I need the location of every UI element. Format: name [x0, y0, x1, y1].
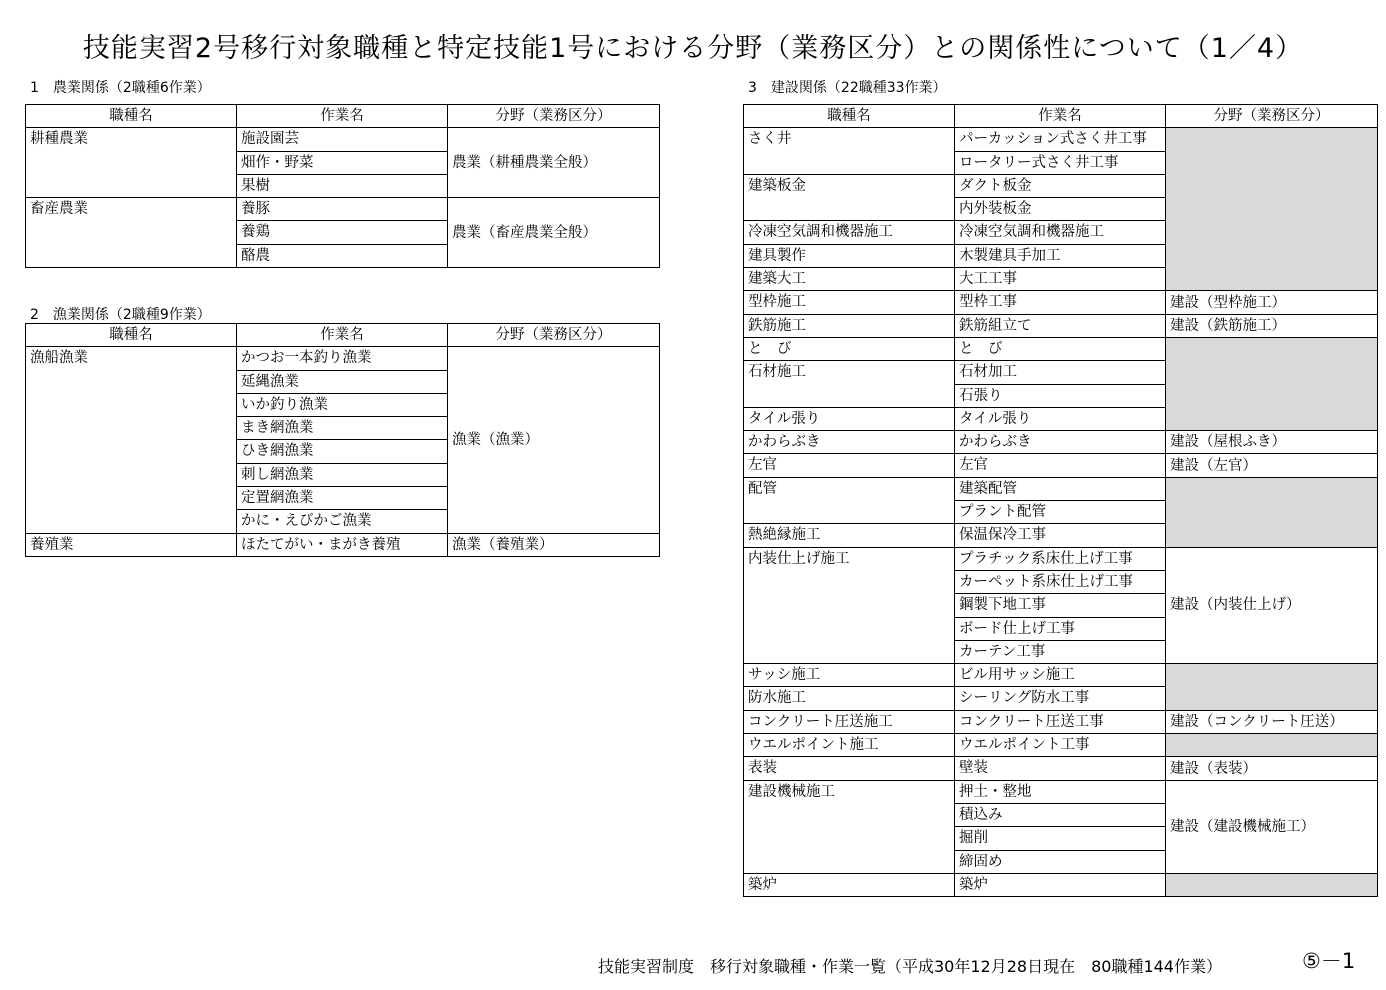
- job-cell: 建具製作: [744, 244, 955, 267]
- job-cell: サッシ施工: [744, 664, 955, 687]
- work-cell: 大工工事: [955, 268, 1166, 291]
- job-cell: 鉄筋施工: [744, 314, 955, 337]
- work-cell: 石張り: [955, 384, 1166, 407]
- table-row: [744, 547, 1378, 570]
- field-cell: 建設（表装）: [1166, 757, 1378, 780]
- job-cell: 表装: [744, 757, 955, 780]
- table-row: [744, 710, 1378, 733]
- work-cell: コンクリート圧送工事: [955, 710, 1166, 733]
- work-cell: 養豚: [237, 198, 448, 221]
- work-cell: 養鶏: [237, 221, 448, 244]
- work-cell: 積込み: [955, 803, 1166, 826]
- job-cell: と び: [744, 337, 955, 360]
- page-title: 技能実習2号移行対象職種と特定技能1号における分野（業務区分）との関係性について（1／4）: [82, 33, 1304, 64]
- work-cell: ほたてがい・まがき養殖: [237, 533, 448, 556]
- job-cell: 型枠施工: [744, 291, 955, 314]
- table-row: [744, 477, 1378, 500]
- table-row: [26, 198, 660, 221]
- work-cell: 石材加工: [955, 361, 1166, 384]
- col-header-field: 分野（業務区分）: [1166, 105, 1378, 128]
- field-cell: 農業（耕種農業全般）: [448, 128, 660, 198]
- work-cell: ボード仕上げ工事: [955, 617, 1166, 640]
- job-cell: 建築板金: [744, 174, 955, 221]
- work-cell: 建築配管: [955, 477, 1166, 500]
- work-cell: パーカッション式さく井工事: [955, 128, 1166, 151]
- field-cell-empty: [1166, 477, 1378, 547]
- work-cell: いか釣り漁業: [237, 393, 448, 416]
- work-cell: 延縄漁業: [237, 370, 448, 393]
- field-cell: 漁業（漁業）: [448, 347, 660, 533]
- job-cell: ウエルポイント施工: [744, 734, 955, 757]
- section-heading-agriculture: 1 農業関係（2職種6作業）: [30, 80, 211, 96]
- field-cell-empty: [1166, 734, 1378, 757]
- col-header-job: 職種名: [26, 324, 237, 347]
- work-cell: 畑作・野菜: [237, 151, 448, 174]
- job-cell: タイル張り: [744, 407, 955, 430]
- work-cell: ロータリー式さく井工事: [955, 151, 1166, 174]
- table-row: [26, 533, 660, 556]
- job-cell: 建設機械施工: [744, 780, 955, 873]
- table-row: [744, 291, 1378, 314]
- page-number: ⑤－1: [1302, 949, 1356, 973]
- work-cell: 築炉: [955, 873, 1166, 896]
- field-cell: 建設（左官）: [1166, 454, 1378, 477]
- work-cell: 左官: [955, 454, 1166, 477]
- table-row: [744, 734, 1378, 757]
- work-cell: かつお一本釣り漁業: [237, 347, 448, 370]
- agriculture-table: [25, 104, 660, 268]
- section-heading-construction: 3 建設関係（22職種33作業）: [748, 80, 947, 96]
- table-row: [744, 128, 1378, 151]
- col-header-field: 分野（業務区分）: [448, 105, 660, 128]
- work-cell: プラント配管: [955, 501, 1166, 524]
- work-cell: ウエルポイント工事: [955, 734, 1166, 757]
- job-cell: 石材施工: [744, 361, 955, 408]
- work-cell: ビル用サッシ施工: [955, 664, 1166, 687]
- table-row: [744, 314, 1378, 337]
- job-cell: 養殖業: [30, 536, 74, 553]
- field-cell: 建設（型枠施工）: [1166, 291, 1378, 314]
- job-cell: 建築大工: [744, 268, 955, 291]
- job-cell: 配管: [744, 477, 955, 524]
- job-cell: 冷凍空気調和機器施工: [744, 221, 955, 244]
- work-cell: 施設園芸: [237, 128, 448, 151]
- field-cell: 農業（畜産農業全般）: [448, 198, 660, 268]
- job-cell: 左官: [744, 454, 955, 477]
- work-cell: 木製建具手加工: [955, 244, 1166, 267]
- col-header-work: 作業名: [955, 105, 1166, 128]
- work-cell: 酪農: [237, 244, 448, 267]
- col-header-field: 分野（業務区分）: [448, 324, 660, 347]
- work-cell: まき網漁業: [237, 417, 448, 440]
- field-cell: 建設（建設機械施工）: [1166, 780, 1378, 873]
- work-cell: 鋼製下地工事: [955, 594, 1166, 617]
- field-cell-empty: [1166, 337, 1378, 430]
- col-header-work: 作業名: [237, 324, 448, 347]
- work-cell: カーペット系床仕上げ工事: [955, 570, 1166, 593]
- work-cell: 果樹: [237, 174, 448, 197]
- col-header-job: 職種名: [26, 105, 237, 128]
- construction-table: [743, 104, 1378, 897]
- job-cell: かわらぶき: [744, 431, 955, 454]
- section-heading-fishery: 2 漁業関係（2職種9作業）: [30, 307, 211, 323]
- field-cell-empty: [1166, 873, 1378, 896]
- field-cell: 建設（屋根ふき）: [1166, 431, 1378, 454]
- work-cell: 締固め: [955, 850, 1166, 873]
- job-cell: さく井: [744, 128, 955, 175]
- work-cell: タイル張り: [955, 407, 1166, 430]
- field-cell-empty: [1166, 128, 1378, 291]
- table-row: [26, 347, 660, 370]
- col-header-work: 作業名: [237, 105, 448, 128]
- table-row: [744, 664, 1378, 687]
- work-cell: ひき網漁業: [237, 440, 448, 463]
- job-cell: 築炉: [744, 873, 955, 896]
- work-cell: 押土・整地: [955, 780, 1166, 803]
- work-cell: 冷凍空気調和機器施工: [955, 221, 1166, 244]
- work-cell: 鉄筋組立て: [955, 314, 1166, 337]
- footer-note: 技能実習制度 移行対象職種・作業一覧（平成30年12月28日現在 80職種144作業）: [598, 957, 1222, 976]
- table-row: [744, 780, 1378, 803]
- table-row: [744, 454, 1378, 477]
- field-cell-empty: [1166, 664, 1378, 711]
- work-cell: と び: [955, 337, 1166, 360]
- work-cell: 定置網漁業: [237, 487, 448, 510]
- field-cell: 漁業（養殖業）: [448, 533, 660, 556]
- work-cell: カーテン工事: [955, 640, 1166, 663]
- job-cell: 内装仕上げ施工: [744, 547, 955, 663]
- table-row: [744, 873, 1378, 896]
- table-row: [744, 757, 1378, 780]
- field-cell: 建設（鉄筋施工）: [1166, 314, 1378, 337]
- col-header-job: 職種名: [744, 105, 955, 128]
- work-cell: 内外装板金: [955, 198, 1166, 221]
- work-cell: 型枠工事: [955, 291, 1166, 314]
- table-row: [26, 128, 660, 151]
- work-cell: 壁装: [955, 757, 1166, 780]
- job-cell: 熱絶縁施工: [744, 524, 955, 547]
- job-cell: 防水施工: [744, 687, 955, 710]
- work-cell: 掘削: [955, 827, 1166, 850]
- job-cell: 漁船漁業: [30, 350, 88, 367]
- field-cell: 建設（内装仕上げ）: [1166, 547, 1378, 663]
- work-cell: プラチック系床仕上げ工事: [955, 547, 1166, 570]
- job-cell: 畜産農業: [30, 201, 88, 218]
- work-cell: かに・えびかご漁業: [237, 510, 448, 533]
- work-cell: 刺し網漁業: [237, 463, 448, 486]
- job-cell: コンクリート圧送施工: [744, 710, 955, 733]
- table-row: [744, 431, 1378, 454]
- work-cell: かわらぶき: [955, 431, 1166, 454]
- fishery-table: [25, 323, 660, 557]
- field-cell: 建設（コンクリート圧送）: [1166, 710, 1378, 733]
- job-cell: 耕種農業: [30, 131, 88, 148]
- table-row: [744, 337, 1378, 360]
- work-cell: ダクト板金: [955, 174, 1166, 197]
- work-cell: シーリング防水工事: [955, 687, 1166, 710]
- work-cell: 保温保冷工事: [955, 524, 1166, 547]
